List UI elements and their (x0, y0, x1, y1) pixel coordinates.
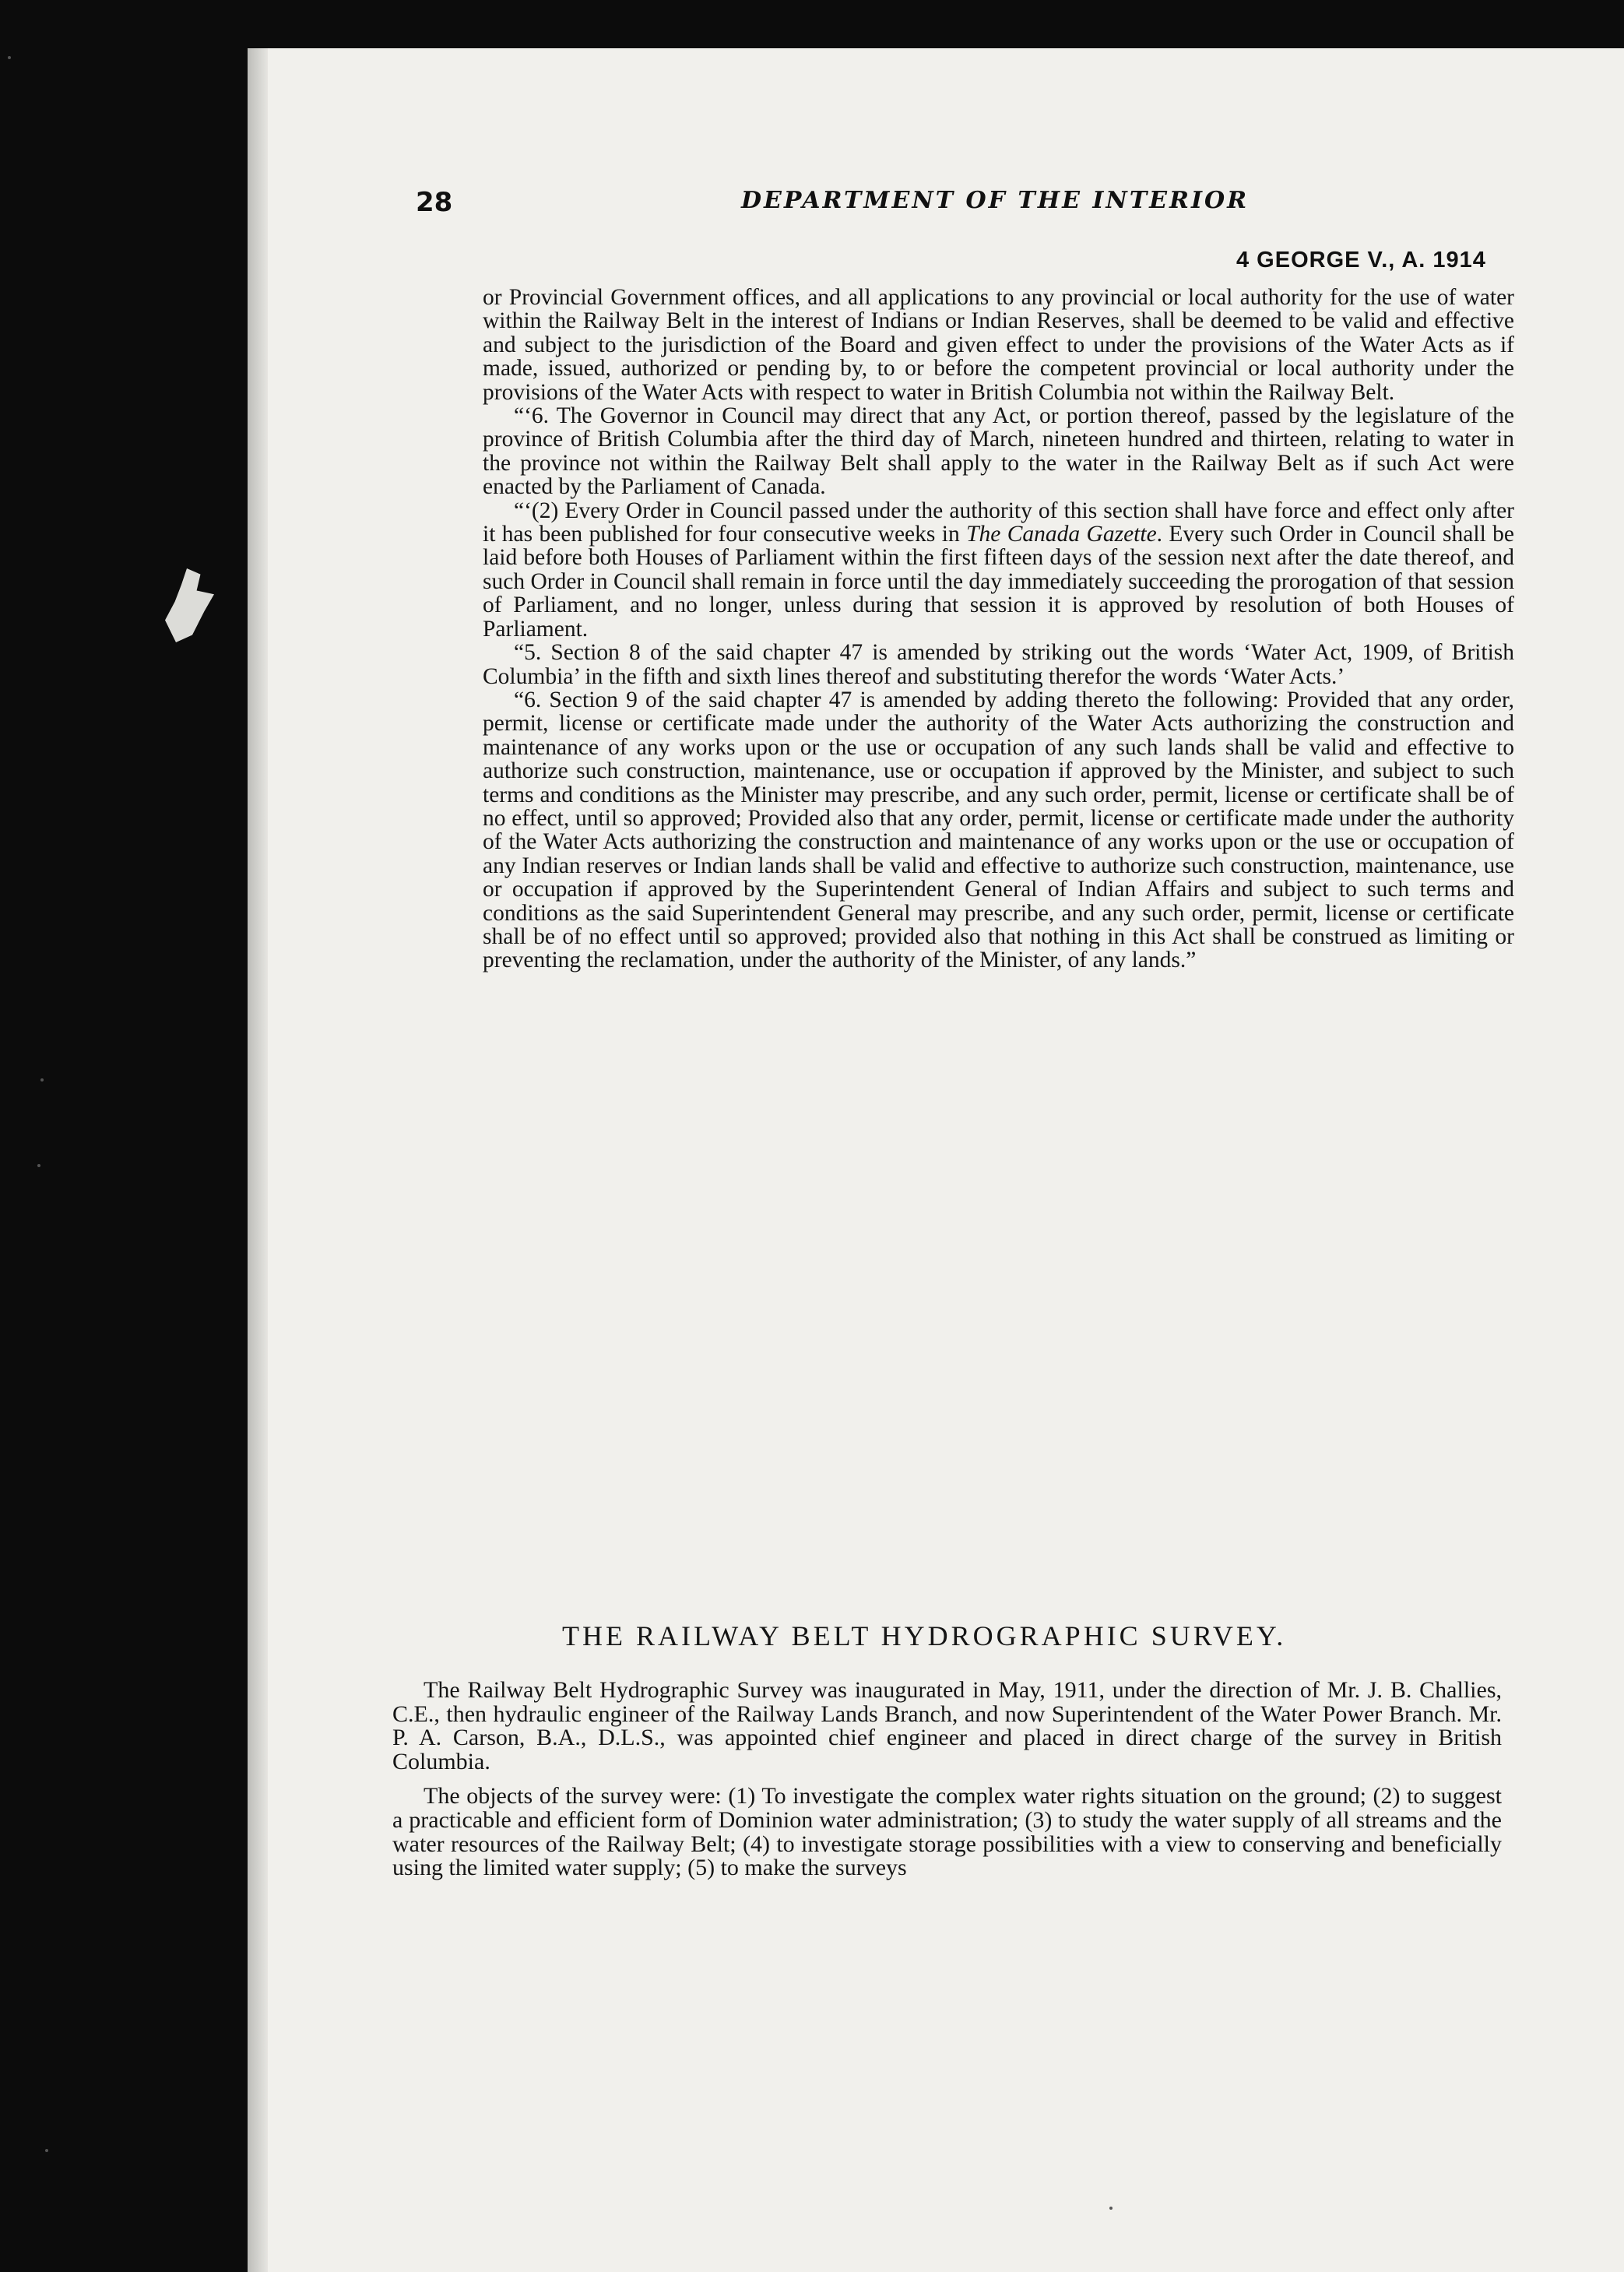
paragraph: “‘6. The Governor in Council may direct that any Act, or portion thereof, passed by the legislature of the province of British Columbia after the third day of March, nineteen hundred and thirteen, relating to water in the province not within the Railway Belt shall apply to the water in the Railway Belt as if such Act were enacted by the Parliament of Canada. (483, 403, 1514, 500)
paragraph: The Railway Belt Hydrographic Survey was inaugurated in May, 1911, under the direction of Mr. J. B. Challies, C.E., then hydraulic engineer of the Railway Lands Branch, and now Superintendent of the Water Power Branch. Mr. P. A. Carson, B.A., D.L.S., was appointed chief engineer and placed in direct charge of the survey in British Columbia. (392, 1677, 1502, 1774)
scan-speck (8, 56, 11, 59)
scan-speck (37, 1164, 40, 1167)
page-binding-edge (248, 48, 268, 2272)
scan-speck (1109, 2207, 1113, 2210)
scan-speck (40, 1078, 44, 1081)
text-run: . Every such Order in Council shall be laid before both Houses of Parliament within the first fifteen days of the session next after the date thereof, and such Order in Council shall remain in force until the day immediately succeeding the prorogation of that session of Parliament, and no longer, unless during that session it is approved by resolution of both Houses of Parliament. (483, 522, 1514, 642)
section-heading: THE RAILWAY BELT HYDROGRAPHIC SURVEY. (562, 1620, 1287, 1651)
running-title: DEPARTMENT OF THE INTERIOR (741, 187, 1250, 214)
paragraph (483, 499, 1514, 641)
paragraph: “6. Section 9 of the said chapter 47 is amended by adding thereto the following: Provided that any order, permit, license or certificate made under the authority of the Water Acts authorizing the construction and maintenance of any works upon or the use or occupation of any such lands shall be valid and effective to authorize such construction, maintenance, use or occupation if approved by the Minister, and subject to such terms and conditions as the Minister may prescribe, and any such order, permit, license or certificate shall be of no effect, until so approved; Provided also that any order, permit, license or certificate made under the authority of the Water Acts authorizing the construction and maintenance of any works upon or the use or occupation of any Indian reserves or Indian lands shall be valid and effective to authorize such construction, maintenance, use or occupation if approved by the Superintendent General of Indian Affairs and subject to such terms and conditions as the said Superintendent General may prescribe, and any such order, permit, license or certificate shall be of no effect until so approved; provided also that nothing in this Act shall be construed as limiting or preventing the reclamation, under the authority of the Minister, of any lands.” (483, 687, 1514, 973)
quoted-amendment-text (483, 286, 1514, 972)
session-reference: 4 GEORGE V., A. 1914 (1236, 248, 1486, 273)
paragraph: or Provincial Government offices, and all applications to any provincial or local authority for the use of water within the Railway Belt in the interest of Indians or Indian Reserves, shall be deemed to be valid and effective and subject to the jurisdiction of the Board and given effect to under the provisions of the Water Acts as if made, issued, authorized or pending by, to or before the competent provincial or local authority under the provisions of the Water Acts with respect to water in British Columbia not within the Railway Belt. (483, 285, 1514, 405)
paragraph: The objects of the survey were: (1) To investigate the complex water rights situation on the ground; (2) to suggest a practicable and efficient form of Dominion water administration; (3) to study the water supply of all streams and the water resources of the Railway Belt; (4) to investigate storage possibilities with a view to conserving and beneficially using the limited water supply; (5) to make the surveys (392, 1783, 1502, 1881)
text-run: “‘(2) Every Order in Council passed under the authority of this section shall have force and effect only after it has been published for four consecutive weeks in (483, 498, 1514, 547)
scan-artifact (165, 568, 220, 642)
page-number: 28 (416, 187, 453, 218)
publication-title: The Canada Gazette (966, 522, 1157, 547)
scan-speck (45, 2149, 48, 2152)
paragraph: “5. Section 8 of the said chapter 47 is amended by striking out the words ‘Water Act, 1909, of British Columbia’ in the fifth and sixth lines thereof and substituting therefor the words ‘Water Acts.’ (483, 640, 1514, 689)
survey-section-text (392, 1679, 1502, 1880)
